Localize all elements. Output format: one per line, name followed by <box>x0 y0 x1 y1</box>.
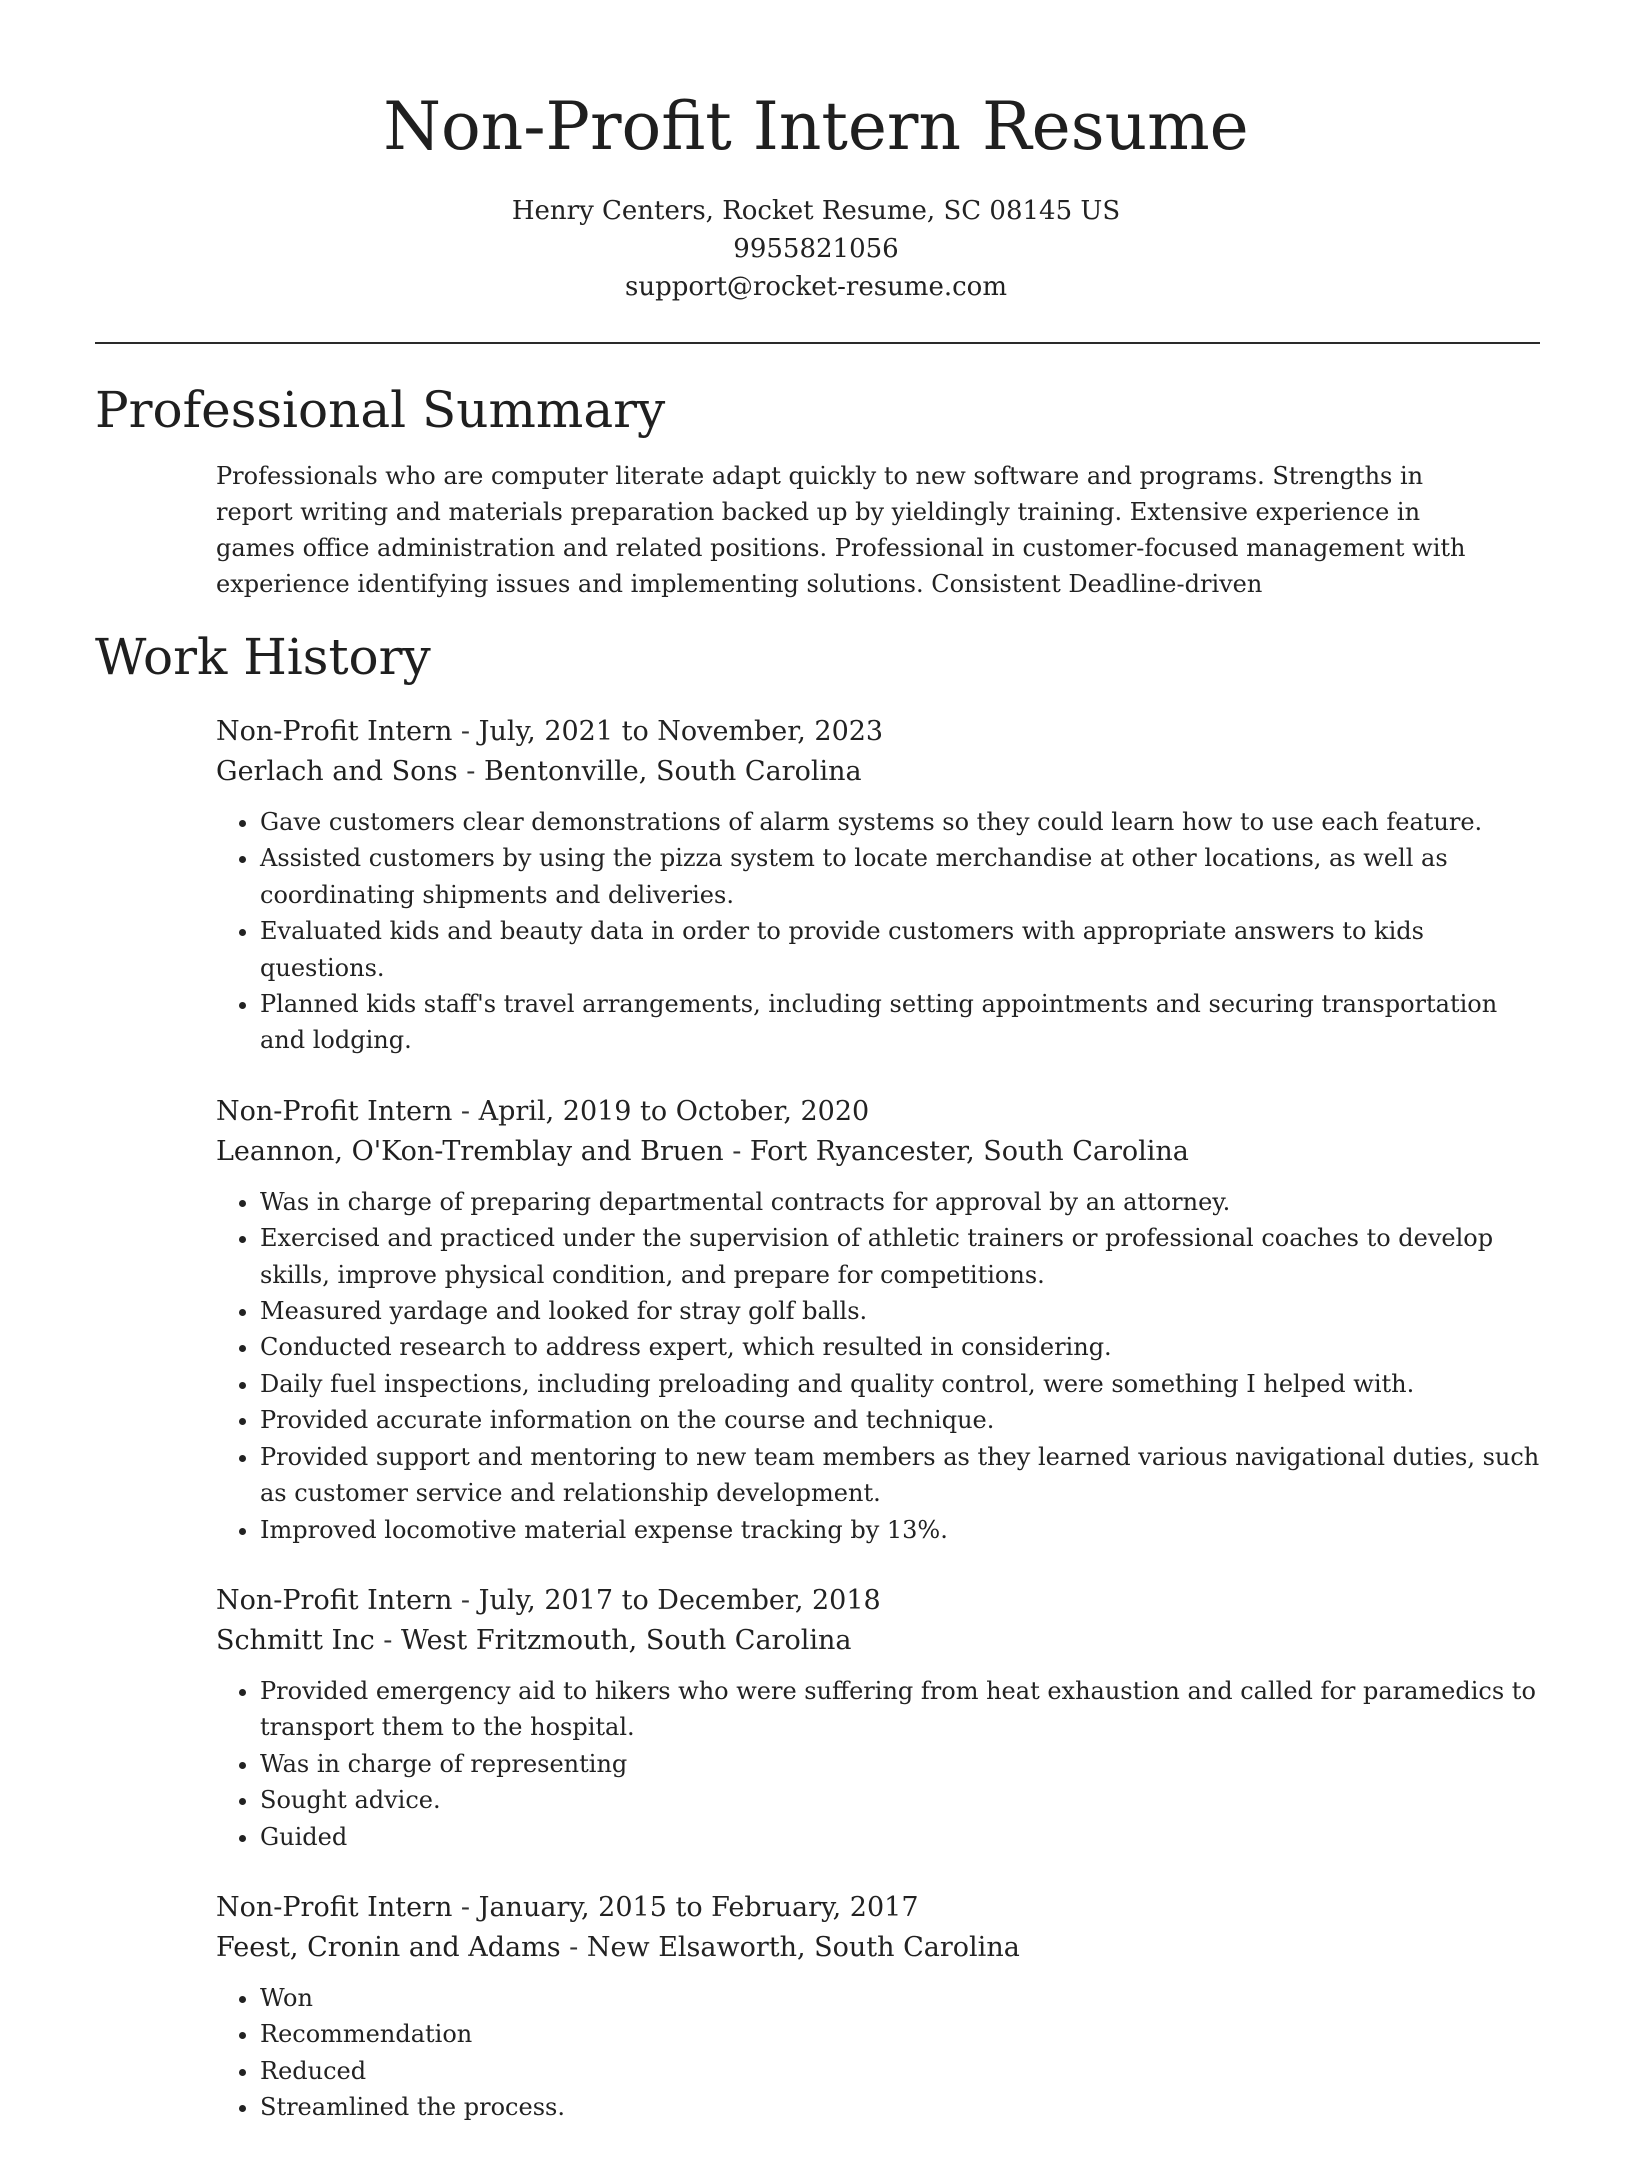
job-title-line: Non-Profit Intern - July, 2017 to December, 2018 <box>216 1584 881 1616</box>
job-company: Schmitt Inc <box>216 1624 375 1656</box>
job-bullet: • Provided accurate information on the course and technique. <box>260 1402 1546 1438</box>
job-title: Non-Profit Intern <box>216 1584 453 1616</box>
work-history-list <box>216 712 1546 2159</box>
job-bullet: • Daily fuel inspections, including preloading and quality control, were something I helped with. <box>260 1366 1546 1402</box>
job-bullets <box>216 1673 1546 1855</box>
job-bullet: • Sought advice. <box>260 1782 1546 1818</box>
job-location: Bentonville, South Carolina <box>483 756 862 787</box>
job-company: Feest, Cronin and Adams <box>216 1931 561 1963</box>
job-bullet: • Provided support and mentoring to new team members as they learned various navigational duties, such as customer service and relationship development. <box>260 1439 1546 1512</box>
job-title-line: Non-Profit Intern - April, 2019 to October, 2020 <box>216 1095 870 1127</box>
job-dates: January, 2015 to February, 2017 <box>478 1891 919 1923</box>
job-bullets <box>216 1980 1546 2126</box>
job-entry <box>216 1092 1546 1548</box>
contact-block <box>0 192 1632 306</box>
job-company-line: Feest, Cronin and Adams - New Elsaworth, South Carolina <box>216 1931 1020 1963</box>
job-bullet: • Streamlined the process. <box>260 2089 1546 2125</box>
job-bullet: • Provided emergency aid to hikers who were suffering from heat exhaustion and called for paramedics to transport them to the hospital. <box>260 1673 1546 1746</box>
job-bullet: • Planned kids staff's travel arrangements, including setting appointments and securing transportation and lodging. <box>260 986 1546 1059</box>
header-divider <box>95 342 1540 344</box>
job-bullets <box>216 804 1546 1059</box>
job-title: Non-Profit Intern <box>216 1095 453 1127</box>
resume-header <box>0 0 1632 306</box>
job-bullet: • Was in charge of preparing departmental contracts for approval by an attorney. <box>260 1184 1546 1220</box>
job-location: West Fritzmouth, South Carolina <box>401 1624 852 1656</box>
job-title: Non-Profit Intern <box>216 716 453 747</box>
job-bullet: • Gave customers clear demonstrations of alarm systems so they could learn how to use each feature. <box>260 804 1546 840</box>
job-title-line: Non-Profit Intern - July, 2021 to November, 2023 <box>216 716 884 747</box>
job-company: Gerlach and Sons <box>216 756 458 787</box>
job-bullet: • Was in charge of representing <box>260 1746 1546 1782</box>
job-location: Fort Ryancester, South Carolina <box>749 1135 1189 1167</box>
summary-heading: Professional Summary <box>95 381 666 439</box>
job-bullet: • Evaluated kids and beauty data in order to provide customers with appropriate answers to kids questions. <box>260 913 1546 986</box>
job-entry <box>216 712 1546 1059</box>
job-bullet: • Assisted customers by using the pizza system to locate merchandise at other locations, as well as coordinating shipments and deliveries. <box>260 840 1546 913</box>
resume-title: Non-Profit Intern Resume <box>383 88 1249 165</box>
job-bullet: • Exercised and practiced under the supervision of athletic trainers or professional coaches to develop skills, improve physical condition, and prepare for competitions. <box>260 1220 1546 1293</box>
job-bullet: • Won <box>260 1980 1546 2016</box>
job-title-line: Non-Profit Intern - January, 2015 to February, 2017 <box>216 1891 919 1923</box>
job-company-line: Schmitt Inc - West Fritzmouth, South Carolina <box>216 1624 852 1656</box>
contact-phone: 9955821056 <box>733 234 899 264</box>
job-company: Leannon, O'Kon-Tremblay and Bruen <box>216 1135 724 1167</box>
job-title: Non-Profit Intern <box>216 1891 453 1923</box>
job-company-line: Gerlach and Sons - Bentonville, South Carolina <box>216 756 862 787</box>
job-bullets <box>216 1184 1546 1548</box>
job-company-line: Leannon, O'Kon-Tremblay and Bruen - Fort Ryancester, South Carolina <box>216 1135 1189 1167</box>
job-entry <box>216 1581 1546 1855</box>
job-bullet: • Measured yardage and looked for stray golf balls. <box>260 1293 1546 1329</box>
summary-text: Professionals who are computer literate adapt quickly to new software and programs. Strengths in report writing and materials preparation backed up by yieldingly training. Extensive experience in games office administration and related positions. Professional in customer-focused management with experience identifying issues and implementing solutions. Consistent Deadline-driven <box>216 462 1466 598</box>
job-dates: July, 2017 to December, 2018 <box>478 1584 881 1616</box>
job-bullet: • Guided <box>260 1819 1546 1855</box>
job-bullet: • Reduced <box>260 2053 1546 2089</box>
job-bullet: • Improved locomotive material expense tracking by 13%. <box>260 1512 1546 1548</box>
contact-address: Henry Centers, Rocket Resume, SC 08145 US <box>511 196 1121 226</box>
job-bullet: • Conducted research to address expert, which resulted in considering. <box>260 1329 1546 1365</box>
contact-email: support@rocket-resume.com <box>624 272 1007 302</box>
job-entry <box>216 1888 1546 2126</box>
job-dates: July, 2021 to November, 2023 <box>478 716 884 747</box>
job-bullet: • Recommendation <box>260 2016 1546 2052</box>
job-dates: April, 2019 to October, 2020 <box>478 1095 870 1127</box>
job-location: New Elsaworth, South Carolina <box>586 1931 1020 1963</box>
work-history-heading: Work History <box>95 628 431 686</box>
